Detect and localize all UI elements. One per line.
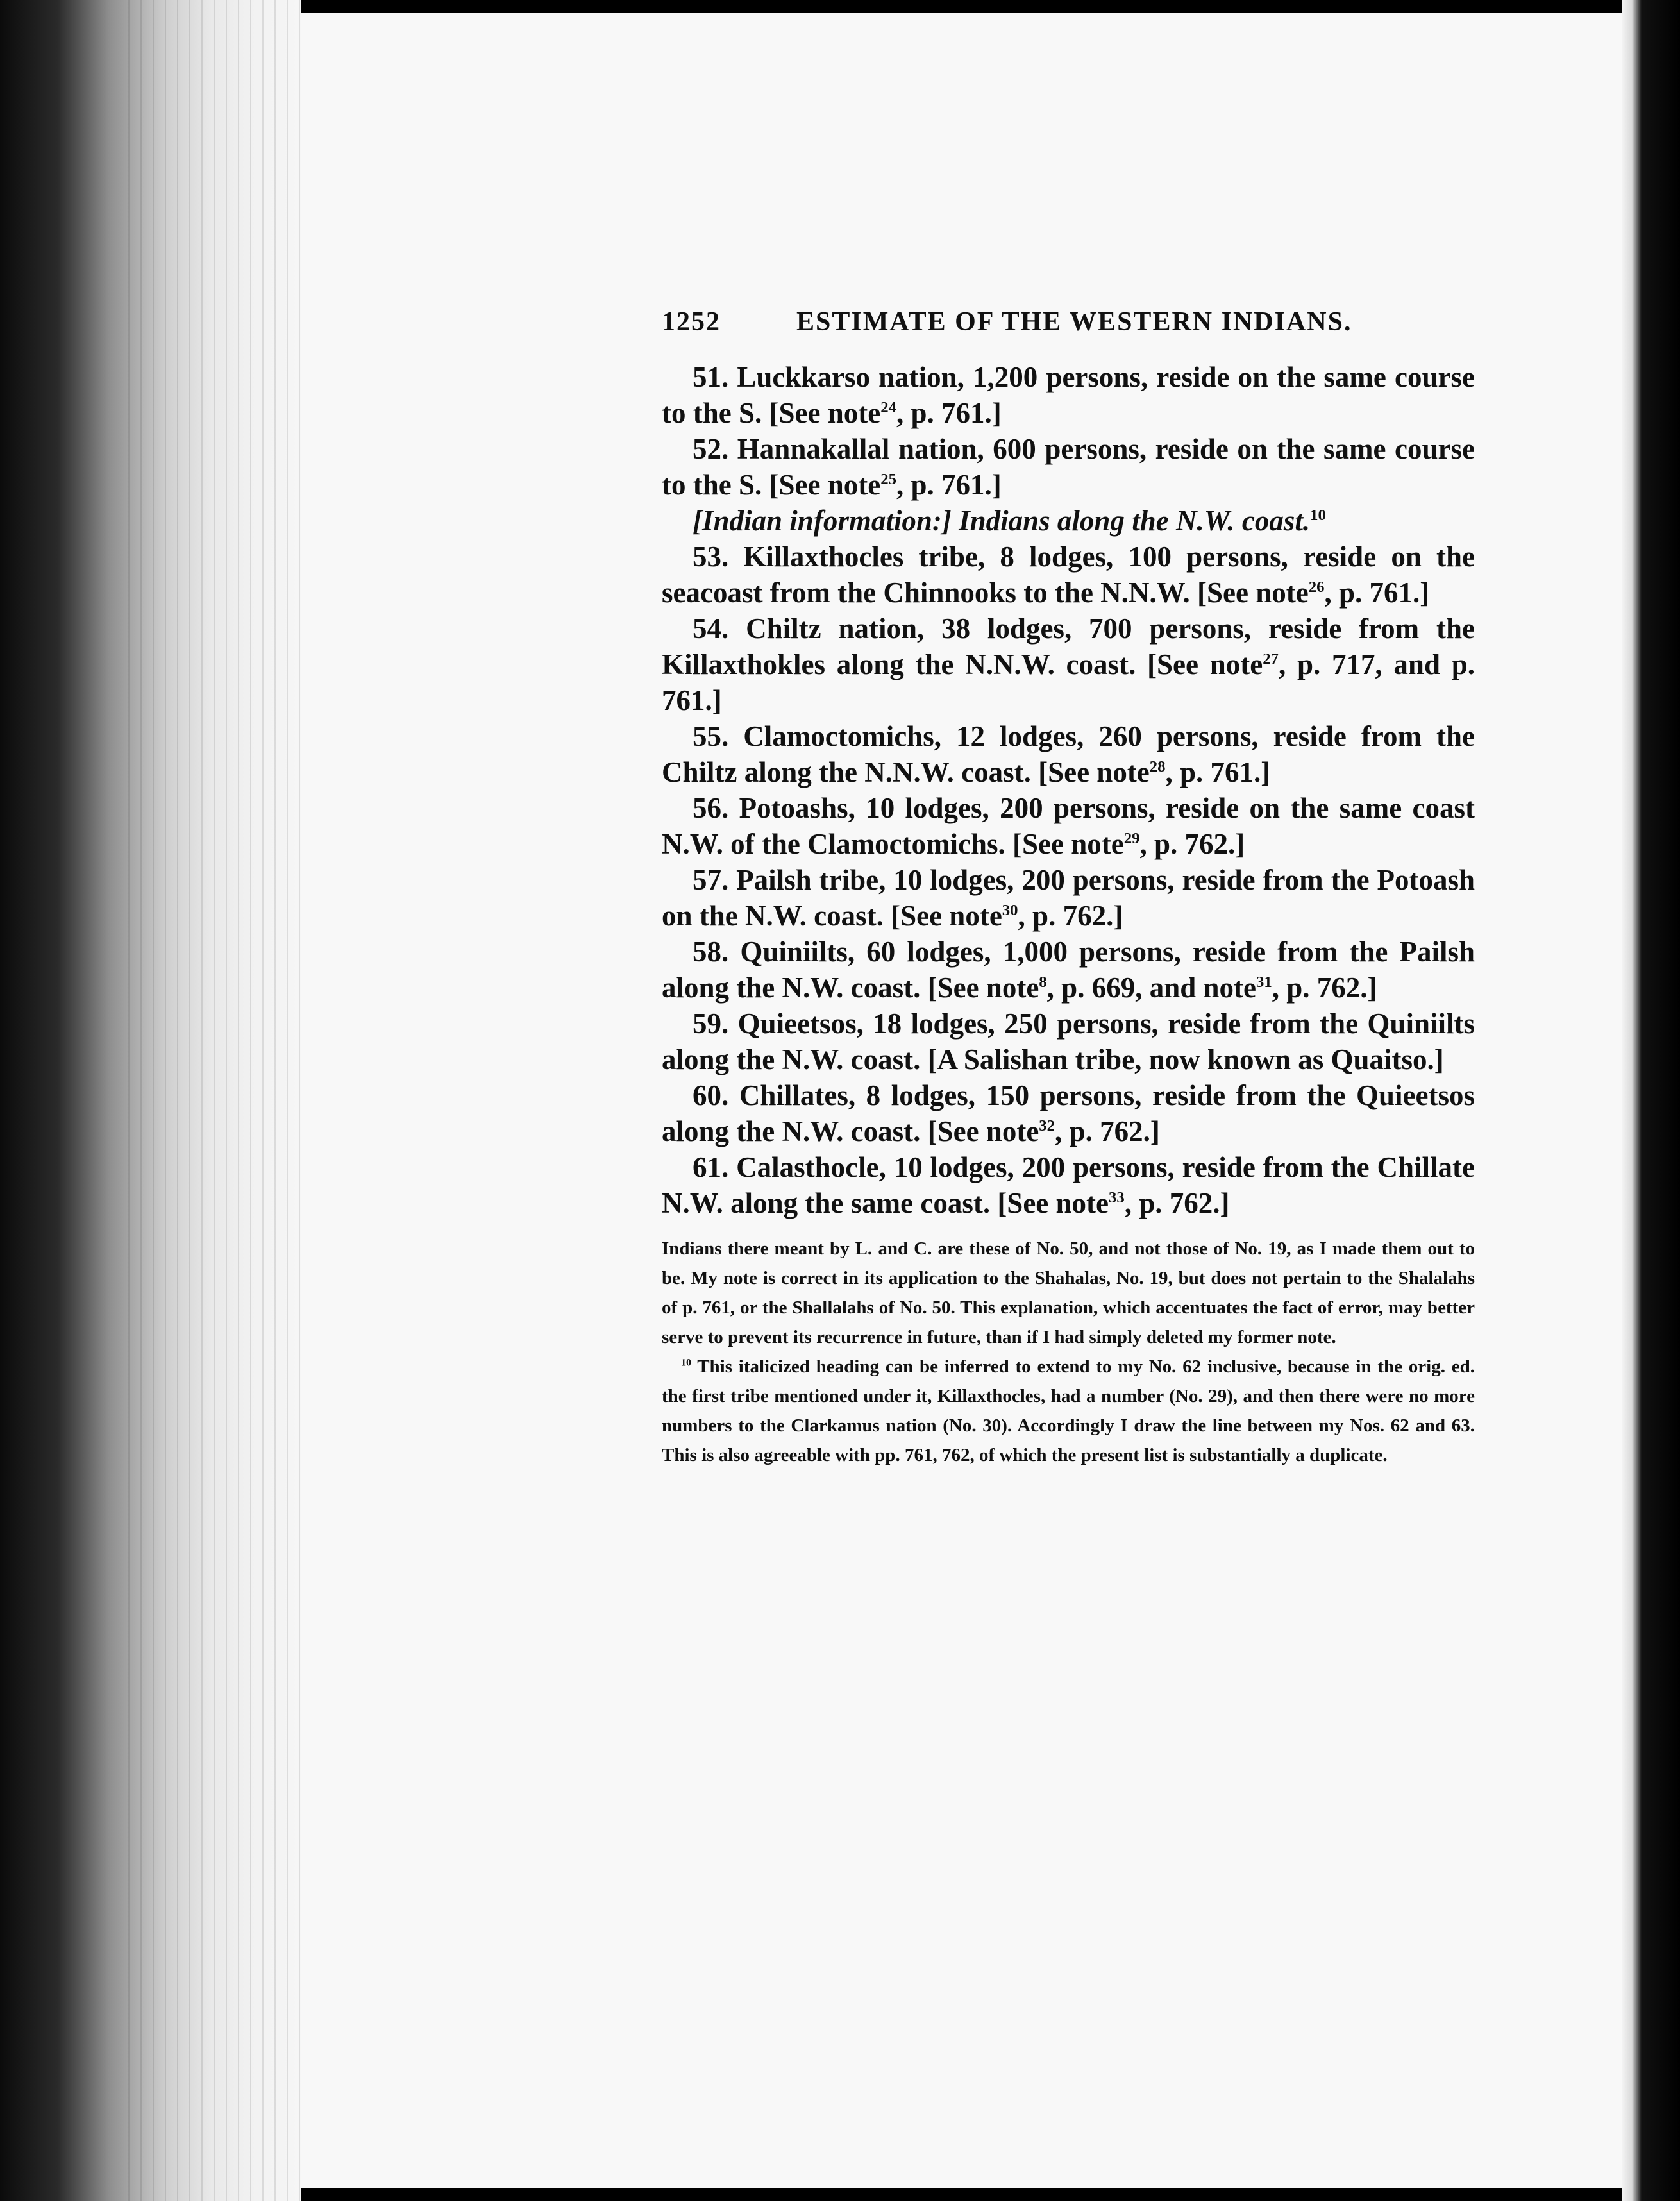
entry-tail: , p. 762.] (1139, 828, 1245, 860)
running-head (662, 307, 1475, 351)
footnote-continuation: Indians there meant by L. and C. are these of No. 50, and not those of No. 19, as I made them out to be. My note is correct in its application to the Shahalas, No. 19, but does not pertain to the Shalalahs of p. 761, or the Shallalahs of No. 50. This explanation, which accentuates the fact of error, may better serve to prevent its recurrence in future, than if I had simply deleted my former note. (662, 1238, 1475, 1347)
note-ref: 27 (1263, 650, 1279, 668)
entry-list (662, 359, 1475, 1221)
entry-61 (662, 1149, 1475, 1221)
entry-text: 61. Calasthocle, 10 lodges, 200 persons, reside from the Chillate N.W. along the same coast. [See note (662, 1151, 1475, 1219)
entry-text: 54. Chiltz nation, 38 lodges, 700 persons, reside from the Killaxthokles along the N.N.W. coast. [See note (662, 612, 1475, 680)
entry-text: 55. Clamoctomichs, 12 lodges, 260 persons, reside from the Chiltz along the N.N.W. coast. [See note (662, 720, 1475, 788)
note-ref: 32 (1039, 1117, 1055, 1134)
binding-shadow (1622, 0, 1680, 2201)
entry-text: 60. Chillates, 8 lodges, 150 persons, reside from the Quieetsos along the N.W. coast. [See note (662, 1079, 1475, 1147)
note-ref: 29 (1123, 830, 1140, 847)
footnote-mark: 10 (681, 1357, 691, 1369)
heading-text: Indians along the N.W. coast. (951, 505, 1311, 537)
note-ref: 26 (1308, 578, 1325, 596)
entry-tail: , p. 762.] (1055, 1115, 1160, 1147)
entry-text: 53. Killaxthocles tribe, 8 lodges, 100 persons, reside on the seacoast from the Chinnooks to the N.N.W. [See note (662, 541, 1475, 609)
section-heading (662, 503, 1475, 539)
entry-tail: , p. 762.] (1018, 900, 1123, 932)
bracket-text: [Indian information:] (693, 505, 952, 537)
entry-text: 58. Quiniilts, 60 lodges, 1,000 persons, reside from the Pailsh along the N.W. coast. [See note (662, 936, 1475, 1004)
note-ref: 25 (880, 471, 896, 488)
entry-53 (662, 539, 1475, 611)
text-block (662, 307, 1475, 1470)
entry-text: 57. Pailsh tribe, 10 lodges, 200 persons, reside from the Potoash on the N.W. coast. [See note (662, 864, 1475, 932)
entry-text: 59. Quieetsos, 18 lodges, 250 persons, reside from the Quiniilts along the N.W. coast. [A Salishan tribe, now known as Quaitso.] (662, 1008, 1475, 1075)
entry-60 (662, 1077, 1475, 1149)
entry-tail: , p. 761.] (1165, 756, 1271, 788)
page-number: 1252 (662, 307, 721, 337)
footnotes (662, 1234, 1475, 1470)
entry-tail: , p. 669, and note (1046, 972, 1256, 1004)
note-ref: 33 (1109, 1189, 1125, 1206)
entry-56 (662, 790, 1475, 862)
entry-tail: , p. 762.] (1124, 1187, 1230, 1219)
note-ref: 24 (880, 399, 896, 416)
entry-58 (662, 934, 1475, 1006)
entry-tail: , p. 761.] (896, 469, 1002, 501)
entry-text: 56. Potoashs, 10 lodges, 200 persons, reside on the same coast N.W. of the Clamoctomichs. [See note (662, 792, 1475, 860)
note-ref: 28 (1149, 758, 1166, 775)
footnote-text: This italicized heading can be inferred to extend to my No. 62 inclusive, because in the orig. ed. the first tribe mentioned under it, Killaxthocles, had a number (No. 29), and then there were no more numbers to the Clarkamus nation (No. 30). Accordingly I draw the line between my Nos. 62 and 63. This is also agreeable with pp. 761, 762, of which the present list is substantially a duplicate. (662, 1356, 1475, 1465)
note-ref: 8 (1039, 974, 1047, 991)
entry-tail: , p. 717, and p. 761.] (662, 648, 1475, 716)
entry-59 (662, 1006, 1475, 1077)
entry-tail: , p. 762.] (1272, 972, 1377, 1004)
page-edge-stripes (128, 0, 301, 2201)
entry-52 (662, 431, 1475, 503)
page-heading: ESTIMATE OF THE WESTERN INDIANS. (796, 307, 1352, 337)
entry-51 (662, 359, 1475, 431)
entry-text: 51. Luckkarso nation, 1,200 persons, reside on the same course to the S. [See note (662, 361, 1475, 429)
entry-55 (662, 718, 1475, 790)
footnote-10 (662, 1352, 1475, 1470)
note-ref: 31 (1256, 974, 1272, 991)
note-ref: 10 (1310, 507, 1326, 524)
entry-text: 52. Hannakallal nation, 600 persons, reside on the same course to the S. [See note (662, 433, 1475, 501)
entry-tail: , p. 761.] (1324, 577, 1430, 609)
entry-57 (662, 862, 1475, 934)
note-ref: 30 (1002, 902, 1018, 919)
entry-54 (662, 611, 1475, 718)
entry-tail: , p. 761.] (896, 397, 1002, 429)
